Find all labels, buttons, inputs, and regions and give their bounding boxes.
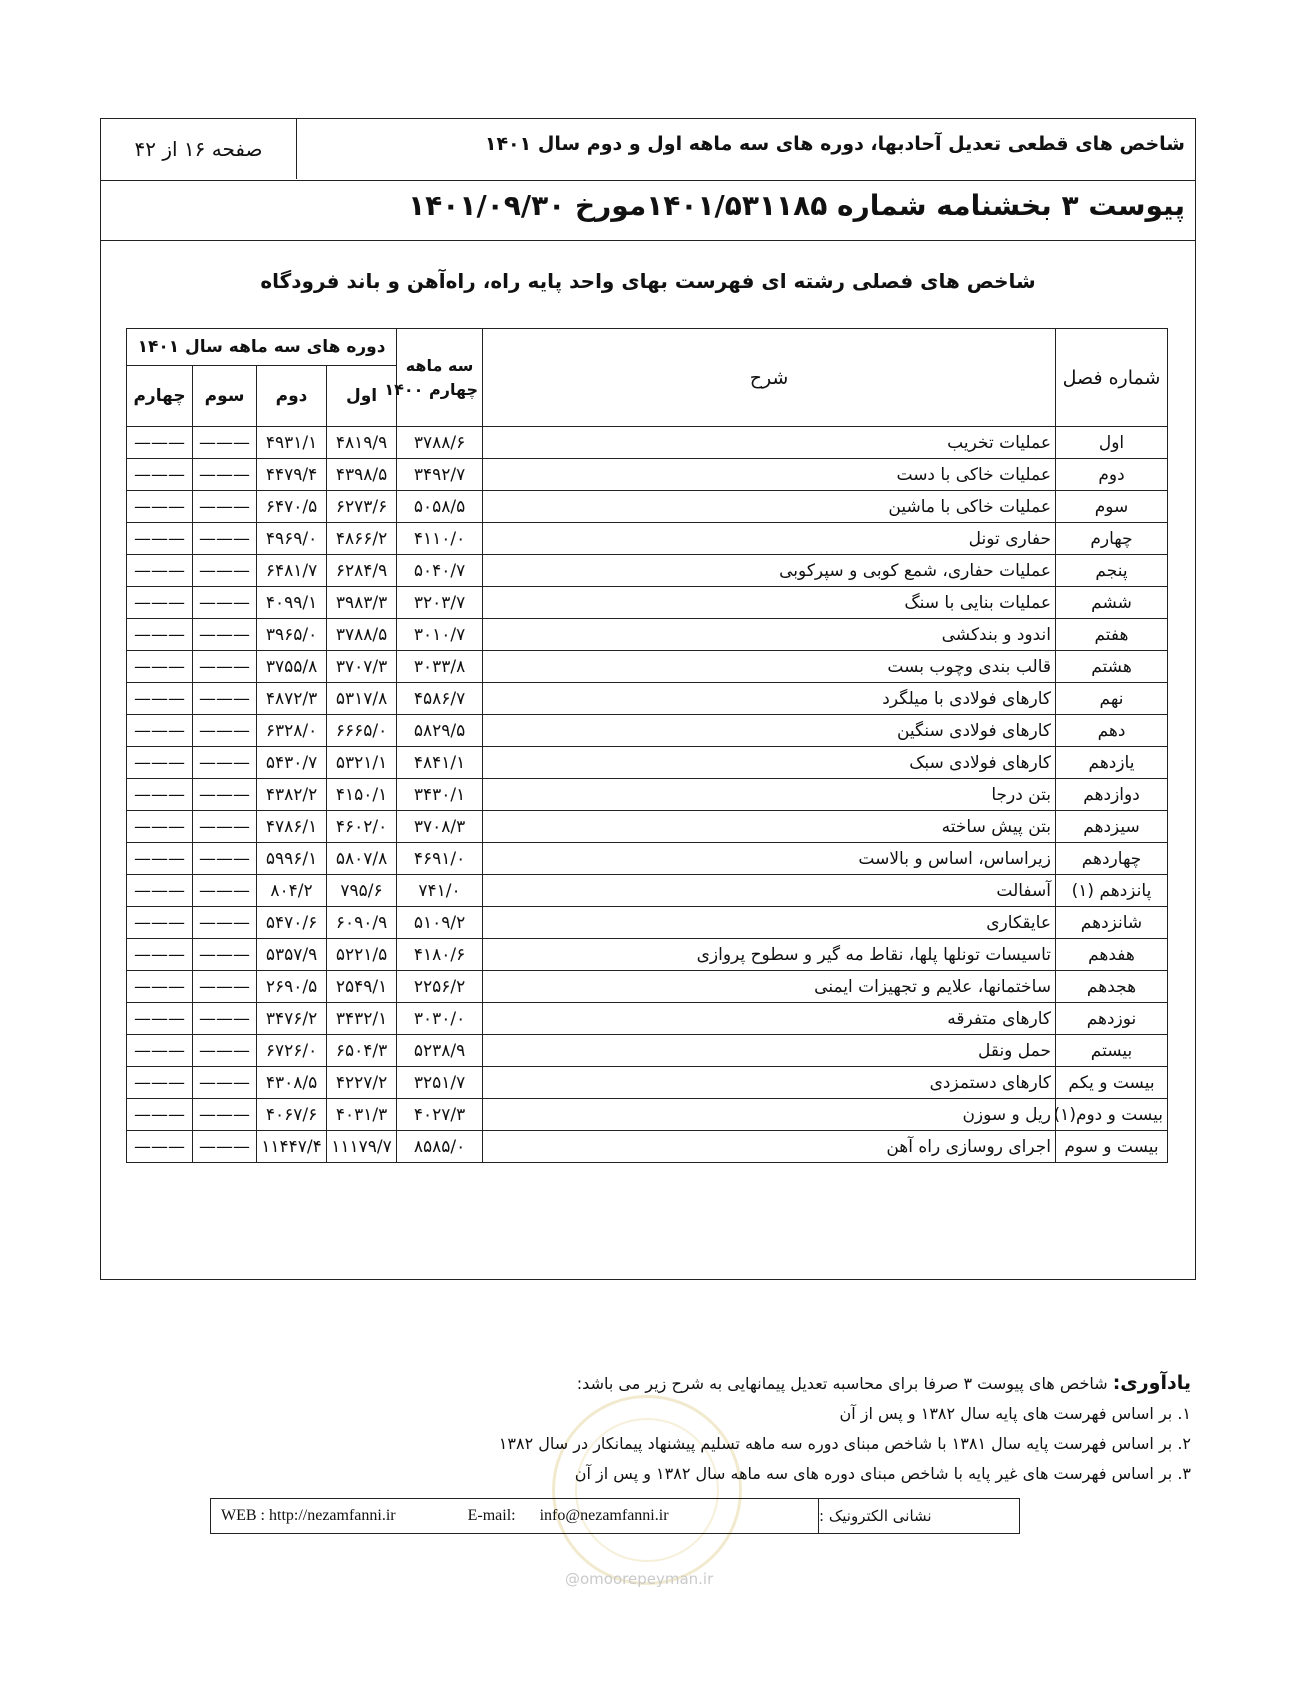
- cell-q2: ۲۶۹۰/۵: [257, 971, 327, 1003]
- cell-q1: ۴۸۶۶/۲: [327, 523, 397, 555]
- cell-base: ۳۴۳۰/۱: [397, 779, 483, 811]
- cell-q4: ———: [127, 843, 193, 875]
- footer-address-label: نشانی الکترونیک :: [819, 1507, 932, 1525]
- cell-fasl: چهارم: [1056, 523, 1168, 555]
- cell-q2: ۱۱۴۴۷/۴: [257, 1131, 327, 1163]
- col-header-base-line2: چهارم ۱۴۰۰: [384, 379, 479, 399]
- cell-q4: ———: [127, 1131, 193, 1163]
- cell-base: ۴۱۸۰/۶: [397, 939, 483, 971]
- cell-sharh: کارهای فولادی با میلگرد: [483, 683, 1056, 715]
- cell-base: ۴۸۴۱/۱: [397, 747, 483, 779]
- cell-q2: ۸۰۴/۲: [257, 875, 327, 907]
- cell-q2: ۳۷۵۵/۸: [257, 651, 327, 683]
- cell-fasl: بیست و یکم: [1056, 1067, 1168, 1099]
- cell-q2: ۶۴۷۰/۵: [257, 491, 327, 523]
- cell-q2: ۴۸۷۲/۳: [257, 683, 327, 715]
- cell-q2: ۴۳۸۲/۲: [257, 779, 327, 811]
- footer-email-label: E-mail:: [467, 1507, 516, 1524]
- cell-q3: ———: [193, 1003, 257, 1035]
- cell-q3: ———: [193, 555, 257, 587]
- document-subtitle: پیوست ۳ بخشنامه شماره ۱۴۰۱/۵۳۱۱۸۵مورخ ۱۴۰۱/۰۹/۳۰: [408, 189, 1185, 222]
- table-row: [127, 619, 1168, 651]
- cell-sharh: عملیات خاکی با ماشین: [483, 491, 1056, 523]
- cell-q3: ———: [193, 427, 257, 459]
- cell-base: ۷۴۱/۰: [397, 875, 483, 907]
- cell-sharh: عملیات خاکی با دست: [483, 459, 1056, 491]
- cell-sharh: کارهای فولادی سبک: [483, 747, 1056, 779]
- page-number: صفحه ۱۶ از ۴۲: [101, 119, 297, 179]
- cell-base: ۳۰۳۳/۸: [397, 651, 483, 683]
- cell-q4: ———: [127, 555, 193, 587]
- cell-sharh: عملیات بنایی با سنگ: [483, 587, 1056, 619]
- notes-intro-text: شاخص های پیوست ۳ صرفا برای محاسبه تعدیل پیمانهایی به شرح زیر می باشد:: [576, 1374, 1113, 1393]
- cell-q2: ۵۴۷۰/۶: [257, 907, 327, 939]
- cell-sharh: اجرای روسازی راه آهن: [483, 1131, 1056, 1163]
- table-row: [127, 971, 1168, 1003]
- cell-fasl: یازدهم: [1056, 747, 1168, 779]
- notes-intro: [499, 1368, 1191, 1399]
- cell-sharh: بتن درجا: [483, 779, 1056, 811]
- cell-q1: ۳۷۸۸/۵: [327, 619, 397, 651]
- index-table: [126, 328, 1168, 1163]
- table-row: [127, 683, 1168, 715]
- document-title: شاخص های قطعی تعدیل آحادبها، دوره های سه ماهه اول و دوم سال ۱۴۰۱: [484, 133, 1185, 155]
- cell-q2: ۵۹۹۶/۱: [257, 843, 327, 875]
- table-row: [127, 1035, 1168, 1067]
- cell-sharh: کارهای متفرقه: [483, 1003, 1056, 1035]
- cell-base: ۳۰۳۰/۰: [397, 1003, 483, 1035]
- cell-q1: ۱۱۱۷۹/۷: [327, 1131, 397, 1163]
- cell-base: ۵۲۳۸/۹: [397, 1035, 483, 1067]
- cell-q4: ———: [127, 491, 193, 523]
- cell-q3: ———: [193, 683, 257, 715]
- table-row: [127, 843, 1168, 875]
- cell-sharh: تاسیسات تونلها پلها، نقاط مه گیر و سطوح پروازی: [483, 939, 1056, 971]
- col-header-group: دوره های سه ماهه سال ۱۴۰۱: [127, 329, 397, 366]
- cell-q3: ———: [193, 587, 257, 619]
- cell-q3: ———: [193, 747, 257, 779]
- cell-base: ۵۸۲۹/۵: [397, 715, 483, 747]
- cell-base: ۳۲۰۳/۷: [397, 587, 483, 619]
- table-row: [127, 1131, 1168, 1163]
- cell-fasl: دوازدهم: [1056, 779, 1168, 811]
- table-row: [127, 1003, 1168, 1035]
- cell-q3: ———: [193, 843, 257, 875]
- cell-fasl: پانزدهم (۱): [1056, 875, 1168, 907]
- cell-q1: ۶۶۶۵/۰: [327, 715, 397, 747]
- cell-q3: ———: [193, 939, 257, 971]
- cell-base: ۳۷۸۸/۶: [397, 427, 483, 459]
- cell-q1: ۳۴۳۲/۱: [327, 1003, 397, 1035]
- cell-q1: ۷۹۵/۶: [327, 875, 397, 907]
- cell-fasl: سیزدهم: [1056, 811, 1168, 843]
- cell-q1: ۶۲۸۴/۹: [327, 555, 397, 587]
- cell-q2: ۶۳۲۸/۰: [257, 715, 327, 747]
- notes: [499, 1368, 1191, 1489]
- cell-fasl: چهاردهم: [1056, 843, 1168, 875]
- cell-q2: ۶۴۸۱/۷: [257, 555, 327, 587]
- cell-sharh: قالب بندی وچوب بست: [483, 651, 1056, 683]
- table-row: [127, 907, 1168, 939]
- cell-sharh: عملیات تخریب: [483, 427, 1056, 459]
- cell-fasl: هفدهم: [1056, 939, 1168, 971]
- cell-q3: ———: [193, 715, 257, 747]
- cell-sharh: عملیات حفاری، شمع کوبی و سپرکوبی: [483, 555, 1056, 587]
- cell-fasl: اول: [1056, 427, 1168, 459]
- header-row: [101, 119, 1195, 181]
- cell-fasl: پنجم: [1056, 555, 1168, 587]
- table-row: [127, 427, 1168, 459]
- cell-sharh: ساختمانها، علایم و تجهیزات ایمنی: [483, 971, 1056, 1003]
- cell-q1: ۴۲۲۷/۲: [327, 1067, 397, 1099]
- cell-q4: ———: [127, 1099, 193, 1131]
- cell-q1: ۶۵۰۴/۳: [327, 1035, 397, 1067]
- cell-base: ۵۰۴۰/۷: [397, 555, 483, 587]
- cell-q2: ۶۷۲۶/۰: [257, 1035, 327, 1067]
- cell-fasl: ششم: [1056, 587, 1168, 619]
- col-header-sharh: شرح: [483, 329, 1056, 427]
- cell-base: ۸۵۸۵/۰: [397, 1131, 483, 1163]
- cell-q2: ۵۳۵۷/۹: [257, 939, 327, 971]
- cell-q3: ———: [193, 907, 257, 939]
- cell-q1: ۴۶۰۲/۰: [327, 811, 397, 843]
- cell-q1: ۲۵۴۹/۱: [327, 971, 397, 1003]
- cell-q4: ———: [127, 875, 193, 907]
- footer-web[interactable]: WEB : http://nezamfanni.ir: [221, 1507, 396, 1524]
- cell-q4: ———: [127, 619, 193, 651]
- cell-sharh: آسفالت: [483, 875, 1056, 907]
- cell-q3: ———: [193, 491, 257, 523]
- cell-q3: ———: [193, 523, 257, 555]
- cell-q2: ۴۳۰۸/۵: [257, 1067, 327, 1099]
- cell-q1: ۴۳۹۸/۵: [327, 459, 397, 491]
- note-item-3: ۳. بر اساس فهرست های غیر پایه با شاخص مبنای دوره های سه ماهه سال ۱۳۸۲ و پس از آن: [574, 1464, 1191, 1483]
- table-row: [127, 1099, 1168, 1131]
- cell-q4: ———: [127, 523, 193, 555]
- cell-q4: ———: [127, 1003, 193, 1035]
- note-item-1: ۱. بر اساس فهرست های پایه سال ۱۳۸۲ و پس از آن: [839, 1404, 1191, 1423]
- table-row: [127, 747, 1168, 779]
- col-header-base: [384, 329, 483, 427]
- cell-q4: ———: [127, 747, 193, 779]
- cell-q3: ———: [193, 1035, 257, 1067]
- cell-q3: ———: [193, 619, 257, 651]
- footer-box: [210, 1498, 1020, 1534]
- cell-q2: ۴۷۸۶/۱: [257, 811, 327, 843]
- cell-q1: ۴۱۵۰/۱: [327, 779, 397, 811]
- cell-q1: ۶۰۹۰/۹: [327, 907, 397, 939]
- footer-email[interactable]: info@nezamfanni.ir: [539, 1507, 669, 1524]
- cell-base: ۴۶۹۱/۰: [397, 843, 483, 875]
- cell-q2: ۴۹۶۹/۰: [257, 523, 327, 555]
- cell-q3: ———: [193, 971, 257, 1003]
- table-row: [127, 811, 1168, 843]
- cell-q4: ———: [127, 715, 193, 747]
- cell-q4: ———: [127, 907, 193, 939]
- cell-q3: ———: [193, 811, 257, 843]
- cell-q2: ۴۰۶۷/۶: [257, 1099, 327, 1131]
- watermark-text: @omoorepeyman.ir: [565, 1570, 714, 1588]
- cell-fasl: دهم: [1056, 715, 1168, 747]
- cell-fasl: هشتم: [1056, 651, 1168, 683]
- table-row: [127, 491, 1168, 523]
- cell-base: ۳۲۵۱/۷: [397, 1067, 483, 1099]
- table-row: [127, 651, 1168, 683]
- cell-sharh: کارهای دستمزدی: [483, 1067, 1056, 1099]
- cell-q1: ۶۲۷۳/۶: [327, 491, 397, 523]
- col-header-q4: چهارم: [127, 366, 193, 427]
- cell-base: ۴۵۸۶/۷: [397, 683, 483, 715]
- cell-q3: ———: [193, 1067, 257, 1099]
- cell-q4: ———: [127, 459, 193, 491]
- cell-q2: ۵۴۳۰/۷: [257, 747, 327, 779]
- cell-fasl: هفتم: [1056, 619, 1168, 651]
- cell-fasl: هجدهم: [1056, 971, 1168, 1003]
- cell-q2: ۳۴۷۶/۲: [257, 1003, 327, 1035]
- notes-lead: یادآوری:: [1112, 1372, 1191, 1394]
- footer-contacts: [211, 1499, 819, 1533]
- cell-sharh: اندود و بندکشی: [483, 619, 1056, 651]
- cell-base: ۳۷۰۸/۳: [397, 811, 483, 843]
- cell-q3: ———: [193, 459, 257, 491]
- col-header-q2: دوم: [257, 366, 327, 427]
- table-row: [127, 715, 1168, 747]
- cell-base: ۵۰۵۸/۵: [397, 491, 483, 523]
- cell-base: ۵۱۰۹/۲: [397, 907, 483, 939]
- cell-q1: ۴۰۳۱/۳: [327, 1099, 397, 1131]
- cell-base: ۳۴۹۲/۷: [397, 459, 483, 491]
- table-title: شاخص های فصلی رشته ای فهرست بهای واحد پایه راه، راه‌آهن و باند فرودگاه: [260, 269, 1036, 293]
- col-header-q1: اول: [327, 366, 397, 427]
- cell-q4: ———: [127, 427, 193, 459]
- col-header-q3: سوم: [193, 366, 257, 427]
- cell-base: ۳۰۱۰/۷: [397, 619, 483, 651]
- table-row: [127, 587, 1168, 619]
- cell-q3: ———: [193, 875, 257, 907]
- table-row: [127, 459, 1168, 491]
- cell-sharh: عایقکاری: [483, 907, 1056, 939]
- cell-q2: ۳۹۶۵/۰: [257, 619, 327, 651]
- cell-q3: ———: [193, 779, 257, 811]
- cell-q3: ———: [193, 651, 257, 683]
- table-row: [127, 779, 1168, 811]
- cell-q4: ———: [127, 811, 193, 843]
- cell-q2: ۴۹۳۱/۱: [257, 427, 327, 459]
- cell-q1: ۵۲۲۱/۵: [327, 939, 397, 971]
- cell-q4: ———: [127, 939, 193, 971]
- table-row: [127, 555, 1168, 587]
- cell-q1: ۳۷۰۷/۳: [327, 651, 397, 683]
- cell-q4: ———: [127, 1067, 193, 1099]
- cell-fasl: بیستم: [1056, 1035, 1168, 1067]
- cell-q4: ———: [127, 1035, 193, 1067]
- cell-sharh: کارهای فولادی سنگین: [483, 715, 1056, 747]
- subtitle-row: [101, 181, 1195, 241]
- col-header-fasl: شماره فصل: [1056, 329, 1168, 427]
- cell-q4: ———: [127, 779, 193, 811]
- cell-q2: ۴۴۷۹/۴: [257, 459, 327, 491]
- cell-q4: ———: [127, 651, 193, 683]
- cell-fasl: دوم: [1056, 459, 1168, 491]
- cell-sharh: بتن پیش ساخته: [483, 811, 1056, 843]
- col-header-base-line1: سه ماهه: [405, 355, 474, 375]
- note-item-2: ۲. بر اساس فهرست پایه سال ۱۳۸۱ با شاخص مبنای دوره سه ماهه تسلیم پیشنهاد پیمانکار در سال ۱۳۸۲: [498, 1434, 1191, 1453]
- cell-q1: ۵۸۰۷/۸: [327, 843, 397, 875]
- cell-q1: ۳۹۸۳/۳: [327, 587, 397, 619]
- table-row: [127, 523, 1168, 555]
- cell-q4: ———: [127, 971, 193, 1003]
- table-row: [127, 939, 1168, 971]
- cell-base: ۲۲۵۶/۲: [397, 971, 483, 1003]
- cell-q1: ۴۸۱۹/۹: [327, 427, 397, 459]
- cell-sharh: ریل و سوزن: [483, 1099, 1056, 1131]
- table-row: [127, 875, 1168, 907]
- cell-sharh: حفاری تونل: [483, 523, 1056, 555]
- cell-fasl: سوم: [1056, 491, 1168, 523]
- cell-q4: ———: [127, 683, 193, 715]
- cell-sharh: زیراساس، اساس و بالاست: [483, 843, 1056, 875]
- cell-base: ۴۱۱۰/۰: [397, 523, 483, 555]
- cell-q4: ———: [127, 587, 193, 619]
- cell-q3: ———: [193, 1099, 257, 1131]
- cell-q1: ۵۳۱۷/۸: [327, 683, 397, 715]
- cell-q2: ۴۰۹۹/۱: [257, 587, 327, 619]
- cell-q3: ———: [193, 1131, 257, 1163]
- table-body: [127, 427, 1168, 1163]
- table-row: [127, 1067, 1168, 1099]
- cell-fasl: بیست و سوم: [1056, 1131, 1168, 1163]
- cell-base: ۴۰۲۷/۳: [397, 1099, 483, 1131]
- cell-fasl: نوزدهم: [1056, 1003, 1168, 1035]
- cell-fasl: بیست و دوم(۱): [1056, 1099, 1168, 1131]
- cell-q1: ۵۳۲۱/۱: [327, 747, 397, 779]
- page-frame: [100, 118, 1196, 1280]
- cell-fasl: نهم: [1056, 683, 1168, 715]
- cell-fasl: شانزدهم: [1056, 907, 1168, 939]
- cell-sharh: حمل ونقل: [483, 1035, 1056, 1067]
